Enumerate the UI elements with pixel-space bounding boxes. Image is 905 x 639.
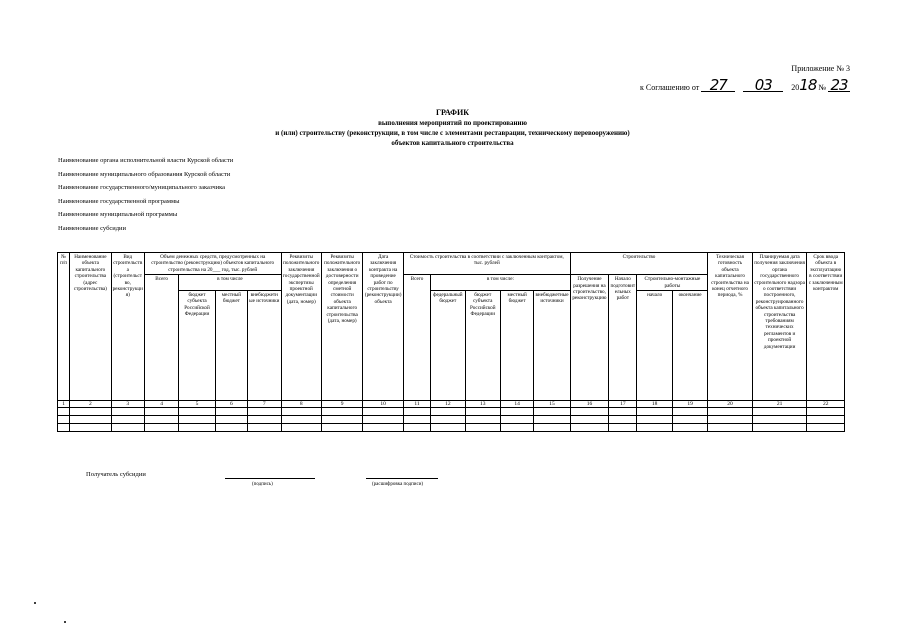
col-number: 2: [70, 401, 111, 408]
col-number: 17: [609, 401, 637, 408]
col-number: 22: [807, 401, 845, 408]
col-commission-date: Срок ввода объекта в эксплуатацию в соответствии с заключенным контрактом: [807, 253, 845, 401]
col-number: 4: [144, 401, 178, 408]
header-row-1: [58, 253, 845, 275]
col-cost-extra: внебюджетные источники: [534, 291, 570, 401]
col-number: 8: [281, 401, 321, 408]
col-number: 20: [708, 401, 753, 408]
col-funds-subject: бюджет субъекта Российской Федерации: [179, 291, 215, 401]
col-funds-local: местный бюджет: [215, 291, 247, 401]
col-cost-local: местный бюджет: [500, 291, 533, 401]
col-cost-incl: в том числе:: [431, 275, 571, 291]
col-construction-type: Вид строительства (строительство, реконструкция): [111, 253, 144, 401]
scan-speck: [34, 602, 36, 604]
col-number: 11: [403, 401, 430, 408]
meta-authority: Наименование органа исполнительной власти Курской области: [58, 157, 234, 164]
table-row: [58, 408, 845, 416]
agreement-year-prefix: 20: [791, 83, 800, 92]
col-planned-date: Планируемая дата получения заключения органа государственного строительного надзора о соответствии построенного, реконструированного объекта капитального строительства требованиям технических регламентов и проектной документации: [752, 253, 807, 401]
col-number: 10: [363, 401, 403, 408]
agreement-number: 23: [828, 79, 850, 92]
meta-subsidy: Наименование субсидии: [58, 224, 127, 232]
col-number: 9: [321, 401, 362, 408]
schedule-table: [57, 252, 845, 432]
col-number: 1: [58, 401, 70, 408]
scan-speck: [64, 621, 66, 623]
col-number: 6: [215, 401, 247, 408]
appendix-label: Приложение № 3: [791, 64, 850, 73]
col-number: 15: [534, 401, 570, 408]
col-contract-date: Дата заключения контракта на проведение работ по строительству (реконструкции) объекта: [363, 253, 403, 401]
title-line-4: объектов капитального строительства: [391, 139, 514, 147]
col-prep-start: Начало подготовительных работ: [609, 275, 637, 401]
meta-municipal-program: Наименование муниципальной программы: [58, 211, 178, 219]
col-number: 14: [500, 401, 533, 408]
col-number: 16: [570, 401, 608, 408]
col-number: 21: [752, 401, 807, 408]
agreement-day: 27: [701, 79, 735, 92]
title-line-3: и (или) строительству (реконструкции, в том числе с элементами реставрации, техническому перевооружению): [275, 129, 630, 137]
col-cost-total: Всего: [403, 275, 430, 401]
col-object-name: Наименование объекта капитального строительства (адрес строительства): [70, 253, 111, 401]
col-number: 19: [672, 401, 707, 408]
col-cost-federal: федеральный бюджет: [431, 291, 465, 401]
col-cost-subject: бюджет субъекта Российской Федерации: [465, 291, 500, 401]
col-readiness: Техническая готовность объекта капитального строительства на конец отчетного периода, %: [708, 253, 753, 401]
agreement-year-suffix: 18: [799, 76, 817, 94]
col-number: 7: [248, 401, 281, 408]
signature-line: [225, 478, 315, 479]
meta-state-program: Наименование государственной программы: [58, 197, 180, 205]
agreement-prefix: к Соглашению от: [640, 83, 700, 92]
signature-decode-line: [366, 478, 438, 479]
column-numbers-row: [58, 401, 845, 408]
recipient-label: Получатель субсидии: [86, 471, 146, 478]
table-row: [58, 416, 845, 424]
appendix-header: [600, 64, 850, 94]
signature-caption: (подпись): [252, 482, 273, 487]
col-number: 13: [465, 401, 500, 408]
title-line-1: ГРАФИК: [435, 108, 470, 117]
meta-municipality: Наименование муниципального образования Курской области: [58, 170, 231, 178]
agreement-month: 03: [743, 79, 783, 92]
col-funds: Объем денежных средств, предусмотренных на строительство (реконструкцию) объектов капитального строительства на 20___ год, тыс. рублей: [144, 253, 281, 275]
col-install-start: начало: [637, 291, 672, 401]
col-construction: Строительство: [570, 253, 708, 275]
col-num: № п/п: [58, 253, 70, 401]
col-funds-incl: в том числе: [179, 275, 281, 291]
meta-customer: Наименование государственного/муниципального заказчика: [58, 184, 226, 192]
document-title: [0, 108, 905, 148]
agreement-reference: [640, 76, 850, 94]
col-installation: Строительно-монтажные работы: [637, 275, 708, 291]
col-funds-total: Всего: [144, 275, 178, 401]
meta-block: [58, 154, 233, 236]
agreement-number-label: №: [818, 83, 827, 92]
col-number: 12: [431, 401, 465, 408]
col-permit: Получение разрешения на строительство, реконструкцию: [570, 275, 608, 401]
col-estimate: Реквизиты положительного заключения о достоверности определения сметной стоимости объекта капитального строительства (дата, номер): [321, 253, 362, 401]
table-row: [58, 424, 845, 432]
col-funds-extra: внебюджетные источники: [248, 291, 281, 401]
col-contract-cost: Стоимость строительства в соответствии с заключенным контрактом, тыс. рублей: [403, 253, 570, 275]
col-expertise: Реквизиты положительного заключения государственной экспертизы проектной документации (дата, номер): [281, 253, 321, 401]
title-line-2: выполнения мероприятий по проектированию: [378, 119, 527, 127]
col-install-end: окончание: [672, 291, 707, 401]
col-number: 18: [637, 401, 672, 408]
col-number: 5: [179, 401, 215, 408]
signature-decode-caption: (расшифровка подписи): [372, 482, 424, 487]
col-number: 3: [111, 401, 144, 408]
